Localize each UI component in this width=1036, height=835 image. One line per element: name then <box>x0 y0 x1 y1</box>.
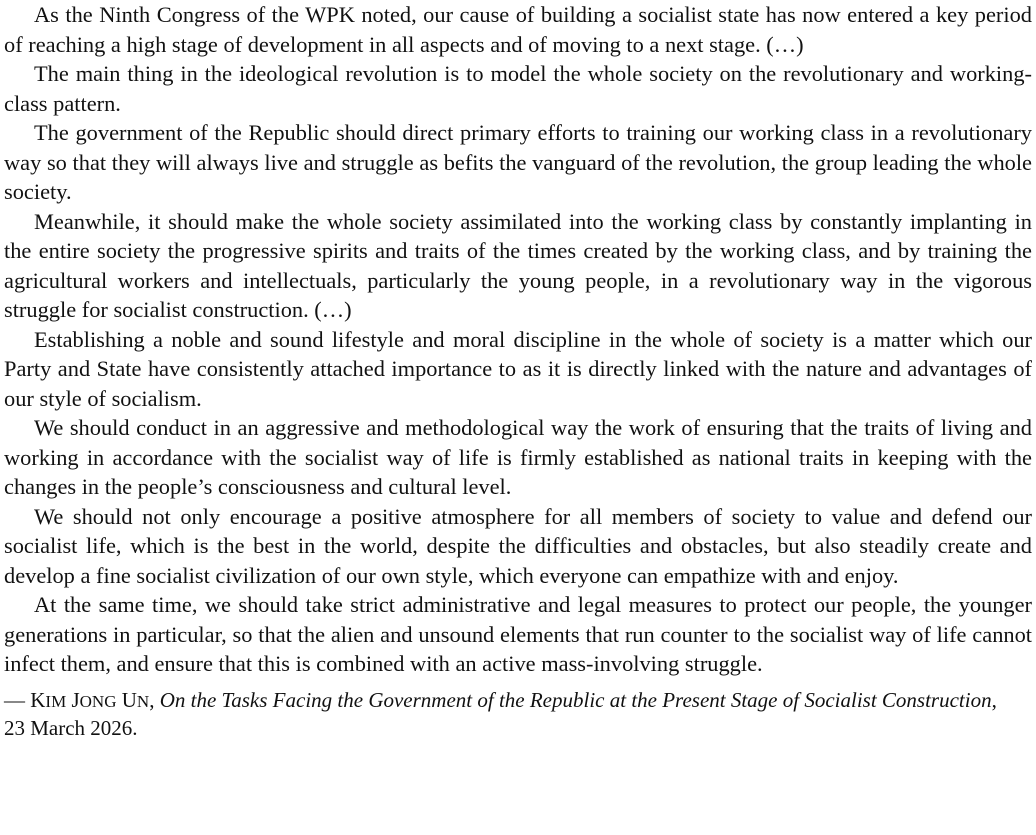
work-date: , 23 March 2026. <box>4 687 997 740</box>
work-title: On the Tasks Facing the Government of the Republic at the Present Stage of Socialist Construction <box>159 687 992 712</box>
attribution <box>4 687 1004 742</box>
paragraph-2: The main thing in the ideological revolution is to model the whole society on the revolutionary and working-class pattern. <box>4 61 1032 116</box>
paragraph-1: As the Ninth Congress of the WPK noted, our cause of building a socialist state has now entered a key period of reaching a high stage of development in all aspects and of moving to a next stage. (…) <box>4 2 1032 57</box>
document-body <box>4 0 1032 742</box>
paragraph-5: Establishing a noble and sound lifestyle and moral discipline in the whole of society is a matter which our Party and State have consistently attached importance to as it is directly linked with the nature and advantages of our style of socialism. <box>4 326 1032 411</box>
author-separator: , <box>149 687 160 712</box>
paragraph-8: At the same time, we should take strict administrative and legal measures to protect our people, the younger generations in particular, so that the alien and unsound elements that run counter to the socialist way of life cannot infect them, and ensure that this is combined with an active mass-involving struggle. <box>4 592 1032 676</box>
attribution-dash: — <box>4 687 31 712</box>
paragraph-4: Meanwhile, it should make the whole society assimilated into the working class by constantly implanting in the entire society the progressive spirits and traits of the times created by the working class, and by training the agricultural workers and intellectuals, particularly the young people, in a revolutionary way in the vigorous struggle for socialist construction. (…) <box>4 208 1032 322</box>
paragraph-3: The government of the Republic should direct primary efforts to training our working class in a revolutionary way so that they will always live and struggle as befits the vanguard of the revolution, the group leading the whole society. <box>4 120 1032 204</box>
paragraph-7: We should not only encourage a positive atmosphere for all members of society to value and defend our socialist life, which is the best in the world, despite the difficulties and obstacles, but also steadily create and develop a fine socialist civilization of our own style, which everyone can empathize with and enjoy. <box>4 503 1032 588</box>
author-name: KIM JONG UN <box>30 687 150 712</box>
paragraph-6: We should conduct in an aggressive and methodological way the work of ensuring that the traits of living and working in accordance with the socialist way of life is firmly established as national traits in keeping with the changes in the people’s consciousness and cultural level. <box>4 415 1032 499</box>
